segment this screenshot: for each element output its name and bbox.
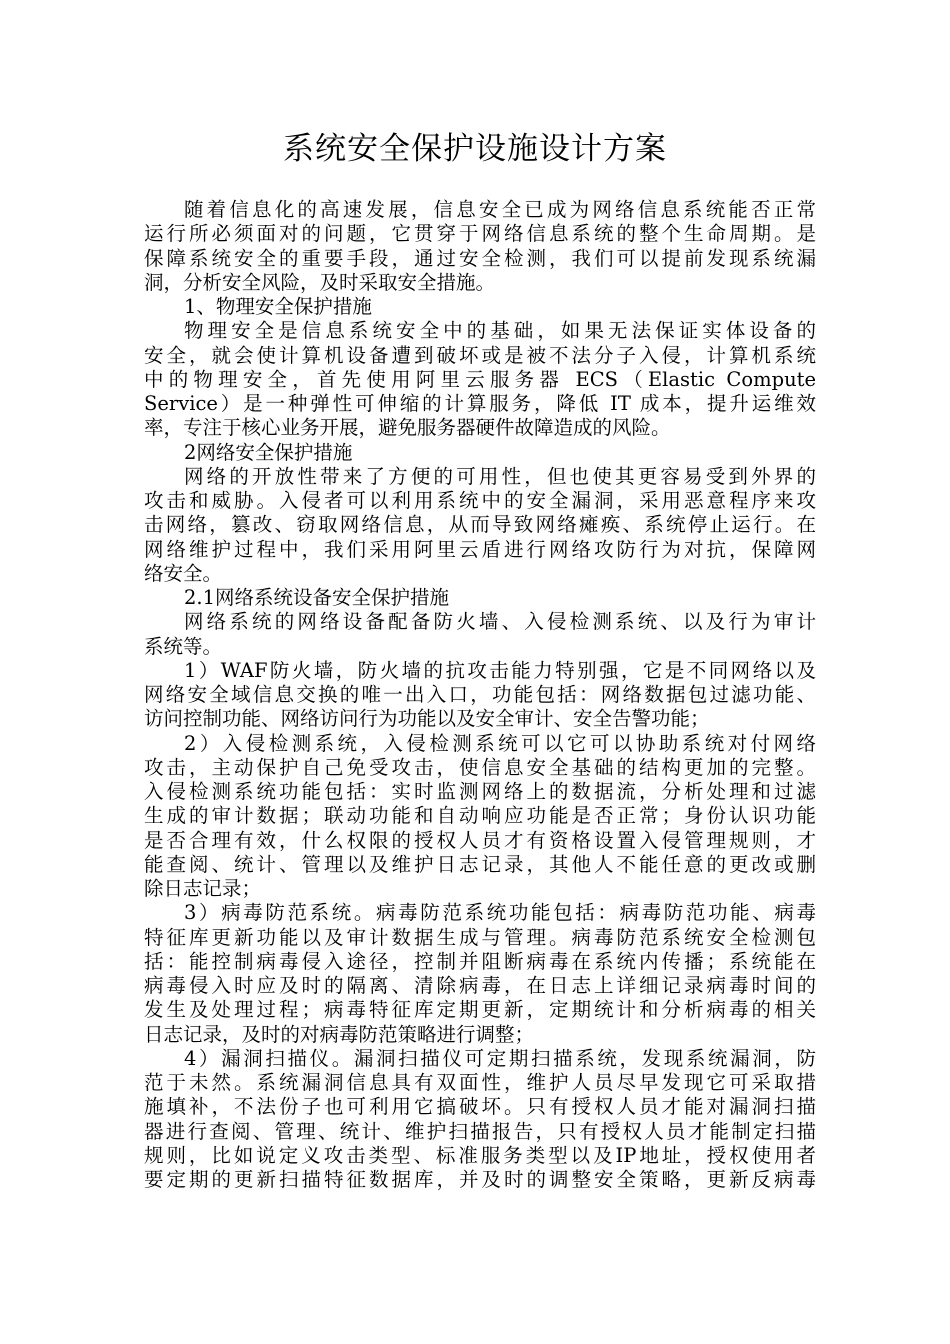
text-line: 器进行查阅、管理、统计、维护扫描报告，只有授权人员才能制定扫描 xyxy=(144,1119,816,1143)
text-line: 击网络，篡改、窃取网络信息，从而导致网络瘫痪、系统停止运行。在 xyxy=(144,513,816,537)
text-line: 括：能控制病毒侵入途径，控制并阻断病毒在系统内传播；系统能在 xyxy=(144,949,816,973)
text-line: 保障系统安全的重要手段，通过安全检测，我们可以提前发现系统漏 xyxy=(144,246,816,270)
text-line: 要定期的更新扫描特征数据库，并及时的调整安全策略，更新反病毒 xyxy=(144,1168,816,1191)
text-line: 1）WAF防火墙，防火墙的抗攻击能力特别强，它是不同网络以及 xyxy=(184,658,816,682)
text-line: 2网络安全保护措施 xyxy=(184,440,353,464)
document-body xyxy=(144,198,816,1192)
text-line: 2.1网络系统设备安全保护措施 xyxy=(184,586,450,609)
text-line: 洞，分析安全风险，及时采取安全措施。 xyxy=(144,270,496,294)
text-line: 网络维护过程中，我们采用阿里云盾进行网络攻防行为对抗，保障网 xyxy=(144,537,816,561)
text-line: 3）病毒防范系统。病毒防范系统功能包括：病毒防范功能、病毒 xyxy=(184,901,816,925)
text-line: 发生及处理过程；病毒特征库定期更新，定期统计和分析病毒的相关 xyxy=(144,998,816,1022)
text-line: 4）漏洞扫描仪。漏洞扫描仪可定期扫描系统，发现系统漏洞，防 xyxy=(184,1046,816,1070)
text-line: 1、物理安全保护措施 xyxy=(184,295,372,318)
text-line: 施填补，不法份子也可利用它搞破坏。只有授权人员才能对漏洞扫描 xyxy=(144,1095,816,1119)
text-line: 日志记录，及时的对病毒防范策略进行调整； xyxy=(144,1022,535,1046)
text-line: 范于未然。系统漏洞信息具有双面性，维护人员尽早发现它可采取措 xyxy=(144,1071,816,1094)
text-line: 中的物理安全，首先使用阿里云服务器 ECS（Elastic Compute xyxy=(144,367,816,391)
text-line: 病毒侵入时应及时的隔离、清除病毒，在日志上详细记录病毒时间的 xyxy=(144,974,816,997)
text-line: 网络系统的网络设备配备防火墙、入侵检测系统、以及行为审计 xyxy=(184,610,816,634)
text-line: 能查阅、统计、管理以及维护日志记录，其他人不能任意的更改或删 xyxy=(144,852,816,876)
text-line: 络安全。 xyxy=(144,561,223,585)
text-line: 除日志记录； xyxy=(144,877,262,900)
text-line: 网络安全域信息交换的唯一出入口，功能包括：网络数据包过滤功能、 xyxy=(144,683,816,706)
text-line: 生成的审计数据；联动功能和自动响应功能是否正常；身份认识功能 xyxy=(144,804,816,828)
text-line: 安全，就会使计算机设备遭到破坏或是被不法分子入侵，计算机系统 xyxy=(144,343,816,367)
text-line: 攻击，主动保护自己免受攻击，使信息安全基础的结构更加的完整。 xyxy=(144,755,816,779)
text-line: 是否合理有效，什么权限的授权人员才有资格设置入侵管理规则，才 xyxy=(144,828,816,852)
text-line: 规则，比如说定义攻击类型、标准服务类型以及IP地址，授权使用者 xyxy=(144,1143,816,1167)
text-line: 2）入侵检测系统，入侵检测系统可以它可以协助系统对付网络 xyxy=(184,731,816,755)
text-line: 攻击和威胁。入侵者可以利用系统中的安全漏洞，采用恶意程序来攻 xyxy=(144,489,816,512)
text-line: 率，专注于核心业务开展，避免服务器硬件故障造成的风险。 xyxy=(144,416,671,440)
text-line: 特征库更新功能以及审计数据生成与管理。病毒防范系统安全检测包 xyxy=(144,925,816,949)
text-line: 系统等。 xyxy=(144,634,223,658)
text-line: 随着信息化的高速发展，信息安全已成为网络信息系统能否正常 xyxy=(184,198,816,221)
text-line: 网络的开放性带来了方便的可用性，但也使其更容易受到外界的 xyxy=(184,464,816,488)
text-line: 运行所必须面对的问题，它贯穿于网络信息系统的整个生命周期。是 xyxy=(144,222,816,246)
text-line: Service）是一种弹性可伸缩的计算服务，降低 IT 成本，提升运维效 xyxy=(144,392,816,415)
text-line: 物理安全是信息系统安全中的基础，如果无法保证实体设备的 xyxy=(184,319,816,343)
text-line: 入侵检测系统功能包括：实时监测网络上的数据流，分析处理和过滤 xyxy=(144,780,816,803)
text-line: 访问控制功能、网络访问行为功能以及安全审计、安全告警功能； xyxy=(144,707,710,731)
document-title: 系统安全保护设施设计方案 xyxy=(283,131,667,167)
